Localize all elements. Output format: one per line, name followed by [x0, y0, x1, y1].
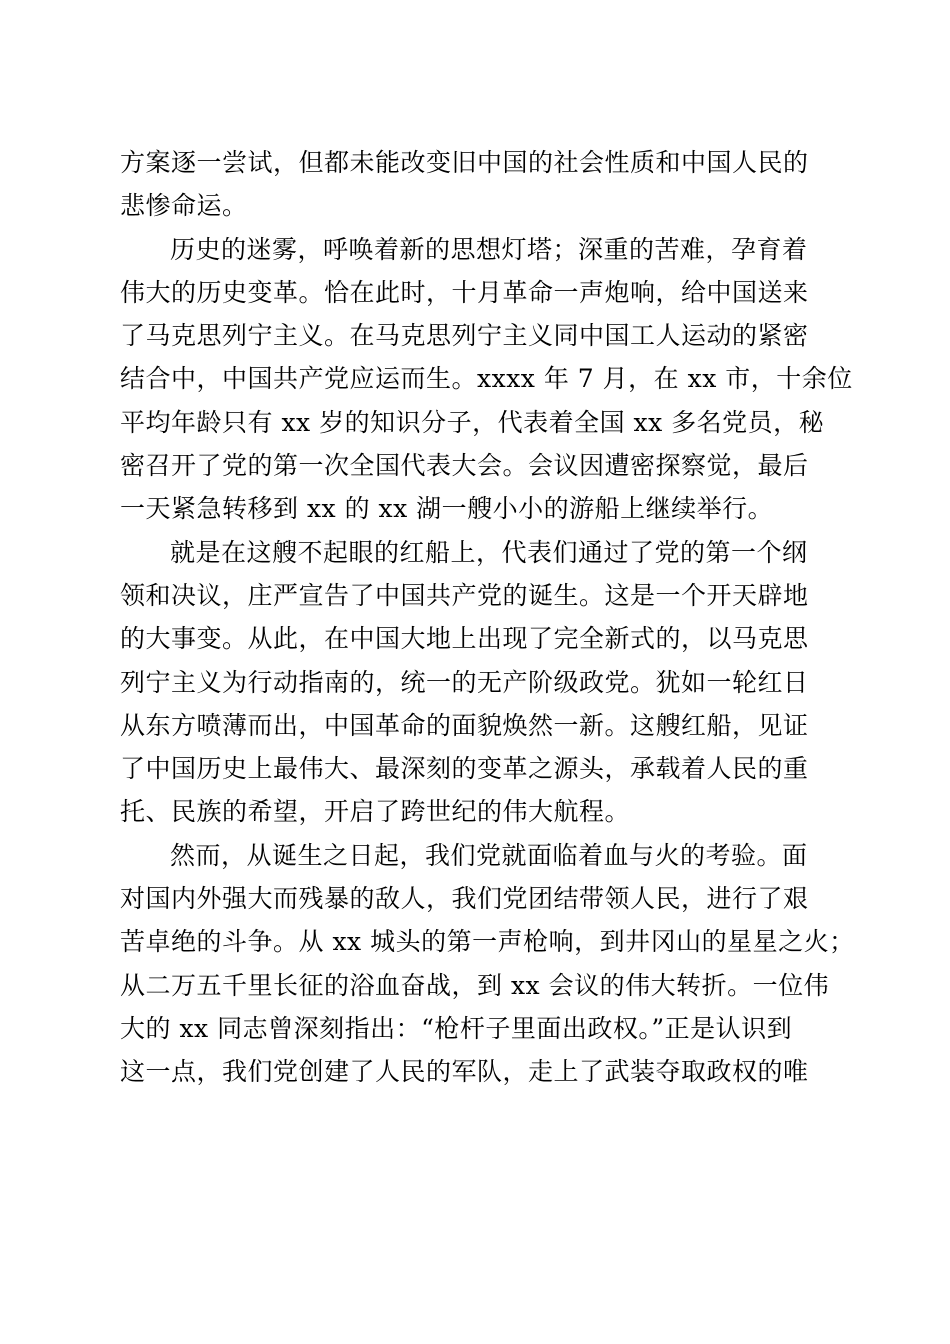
text-line: 密召开了党的第一次全国代表大会。会议因遭密探察觉，最后: [120, 451, 809, 481]
text-line: 从东方喷薄而出，中国革命的面貌焕然一新。这艘红船，见证: [120, 710, 809, 740]
text-line: 苦卓绝的斗争。从 xx 城头的第一声枪响，到井冈山的星星之火；: [120, 927, 855, 957]
text-line: 的大事变。从此，在中国大地上出现了完全新式的，以马克思: [120, 624, 809, 654]
text-line: 了马克思列宁主义。在马克思列宁主义同中国工人运动的紧密: [120, 321, 809, 351]
text-line: 然而，从诞生之日起，我们党就面临着血与火的考验。面: [170, 840, 808, 870]
text-line: 托、民族的希望，开启了跨世纪的伟大航程。: [120, 797, 631, 827]
paragraph: [120, 141, 830, 228]
text-line: 平均年龄只有 xx 岁的知识分子，代表着全国 xx 多名党员，秘: [120, 407, 825, 437]
text-line: 对国内外强大而残暴的敌人，我们党团结带领人民，进行了艰: [120, 884, 809, 914]
paragraph: [120, 834, 855, 1094]
text-line: 这一点，我们党创建了人民的军队，走上了武装夺取政权的唯: [120, 1057, 809, 1087]
text-line: 领和决议，庄严宣告了中国共产党的诞生。这是一个开天辟地: [120, 580, 809, 610]
document-body: [120, 141, 855, 1094]
text-line: 伟大的历史变革。恰在此时，十月革命一声炮响，给中国送来: [120, 277, 809, 307]
paragraph: [120, 531, 830, 834]
text-line: 列宁主义为行动指南的，统一的无产阶级政党。犹如一轮红日: [120, 667, 809, 697]
text-line: 从二万五千里长征的浴血奋战，到 xx 会议的伟大转折。一位伟: [120, 970, 830, 1000]
text-line: 历史的迷雾，呼唤着新的思想灯塔；深重的苦难，孕育着: [170, 234, 808, 264]
text-line: 悲惨命运。: [120, 191, 248, 221]
text-line: 了中国历史上最伟大、最深刻的变革之源头，承载着人民的重: [120, 754, 809, 784]
text-line: 一天紧急转移到 xx 的 xx 湖一艘小小的游船上继续举行。: [120, 494, 774, 524]
text-line: 方案逐一尝试，但都未能改变旧中国的社会性质和中国人民的: [120, 148, 809, 177]
text-line: 结合中，中国共产党应运而生。xxxx 年 7 月，在 xx 市，十余位: [120, 364, 853, 394]
text-line: 就是在这艘不起眼的红船上，代表们通过了党的第一个纲: [170, 537, 808, 567]
text-line: 大的 xx 同志曾深刻指出：“枪杆子里面出政权。”正是认识到: [120, 1013, 793, 1043]
paragraph: [120, 228, 853, 531]
